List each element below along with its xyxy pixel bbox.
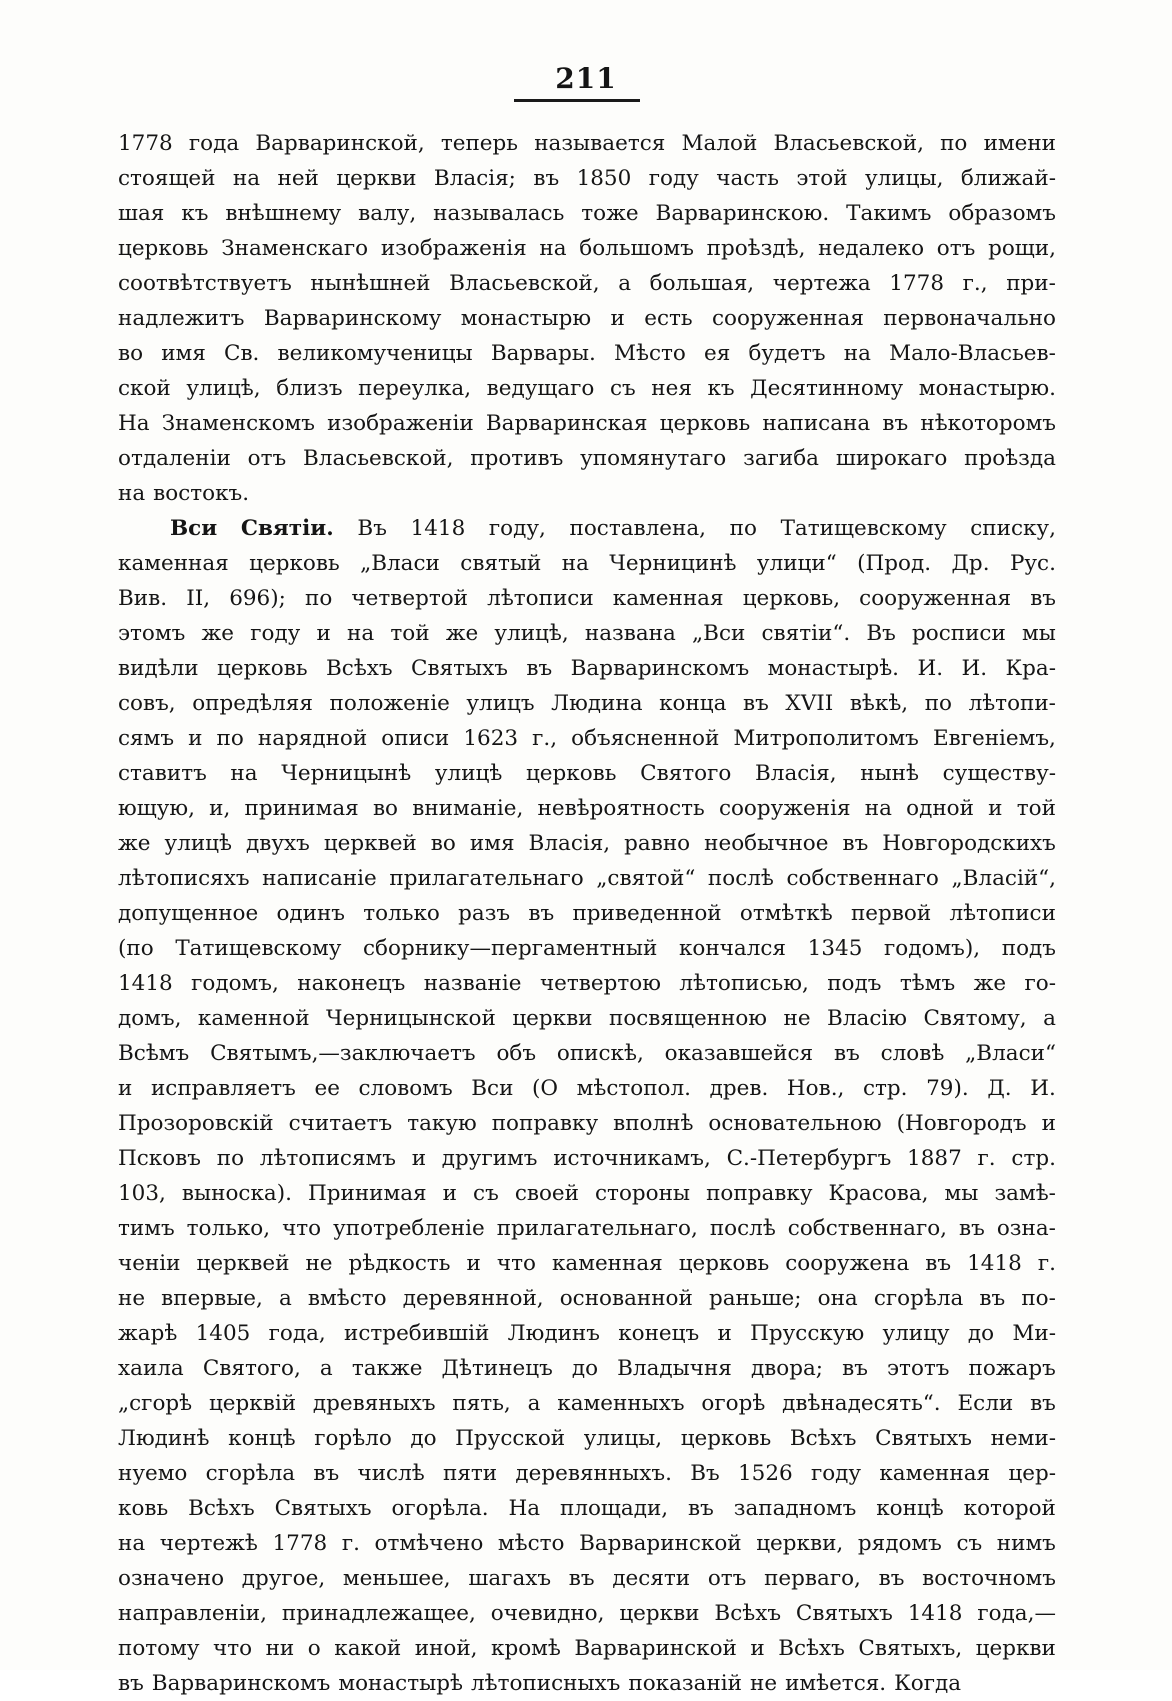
text-line: во имя Св. великомученицы Варвары. Мѣсто ея будетъ на Мало-Власьев-: [118, 341, 1056, 366]
text-line: въ Варваринскомъ монастырѣ лѣтописныхъ показаній не имѣется. Когда: [118, 1671, 962, 1696]
text-line: нуемо сгорѣла въ числѣ пяти деревянныхъ. Въ 1526 году каменная цер-: [118, 1461, 1056, 1486]
text-line: потому что ни о какой иной, кромѣ Варваринской и Всѣхъ Святыхъ, церкви: [118, 1636, 1056, 1661]
text-line: и исправляетъ ее словомъ Вси (О мѣстопол. древ. Нов., стр. 79). Д. И.: [118, 1076, 1056, 1101]
text-line: домъ, каменной Черницынской церкви посвященною не Власію Святому, а: [118, 1006, 1056, 1031]
text-line: ставитъ на Черницынѣ улицѣ церковь Святого Власія, нынѣ существу-: [118, 761, 1056, 786]
text-line: церковь Знаменскаго изображенія на большомъ проѣздѣ, недалеко отъ рощи,: [118, 236, 1056, 261]
text-line: на чертежѣ 1778 г. отмѣчено мѣсто Варваринской церкви, рядомъ съ нимъ: [118, 1531, 1056, 1556]
text-line: отдаленіи отъ Власьевской, противъ упомянутаго загиба широкаго проѣзда: [118, 446, 1056, 471]
text-line: Псковъ по лѣтописямъ и другимъ источникамъ, С.-Петербургъ 1887 г. стр.: [118, 1146, 1056, 1171]
text-line: Прозоровскій считаетъ такую поправку вполнѣ основательною (Новгородъ и: [118, 1111, 1056, 1136]
text-line: Людинѣ концѣ горѣло до Прусской улицы, церковь Всѣхъ Святыхъ неми-: [118, 1426, 1056, 1451]
text-line: не впервые, а вмѣсто деревянной, основанной раньше; она сгорѣла въ по-: [118, 1286, 1056, 1311]
text-line: Вив. II, 696); по четвертой лѣтописи каменная церковь, сооруженная въ: [118, 586, 1056, 611]
text-line: „сгорѣ церквій древяныхъ пять, а каменныхъ огорѣ двѣнадесять“. Если въ: [118, 1391, 1056, 1416]
text-line: (по Татищевскому сборнику—пергаментный кончался 1345 годомъ), подъ: [118, 936, 1056, 961]
text-line: хаила Святого, а также Дѣтинецъ до Владычня двора; въ этотъ пожаръ: [118, 1356, 1056, 1381]
text-line: соотвѣтствуетъ нынѣшней Власьевской, а большая, чертежа 1778 г., при-: [118, 271, 1056, 296]
page-number-rule: [514, 99, 640, 102]
text-line: жарѣ 1405 года, истребившій Людинъ конецъ и Прусскую улицу до Ми-: [118, 1321, 1056, 1346]
text-line: надлежитъ Варваринскому монастырю и есть сооруженная первоначально: [118, 306, 1056, 331]
text-line: 1418 годомъ, наконецъ названіе четвертою лѣтописью, подъ тѣмъ же го-: [118, 971, 1056, 996]
text-line: каменная церковь „Власи святый на Черницинѣ улици“ (Прод. Др. Рус.: [118, 551, 1056, 576]
text-line: 103, выноска). Принимая и съ своей стороны поправку Красова, мы замѣ-: [118, 1181, 1056, 1206]
text-line: означено другое, меньшее, шагахъ въ десяти отъ перваго, въ восточномъ: [118, 1566, 1056, 1591]
text-line: стоящей на ней церкви Власія; въ 1850 году часть этой улицы, ближай-: [118, 166, 1056, 191]
text-line: лѣтописяхъ написаніе прилагательнаго „святой“ послѣ собственнаго „Власій“,: [118, 866, 1056, 891]
text-line: этомъ же году и на той же улицѣ, названа „Вси святіи“. Въ росписи мы: [118, 621, 1056, 646]
text-line: ющую, и, принимая во вниманіе, невѣроятность сооруженія на одной и той: [118, 796, 1056, 821]
page-number: 211: [555, 62, 617, 95]
text-line: На Знаменскомъ изображеніи Варваринская церковь написана въ нѣкоторомъ: [118, 411, 1056, 436]
text-line: же улицѣ двухъ церквей во имя Власія, равно необычное въ Новгородскихъ: [118, 831, 1056, 856]
text-line: ской улицѣ, близъ переулка, ведущаго съ нея къ Десятинному монастырю.: [118, 376, 1056, 401]
text-line: 1778 года Варваринской, теперь называется Малой Власьевской, по имени: [118, 131, 1056, 156]
text-line: тимъ только, что употребленіе прилагательнаго, послѣ собственнаго, въ озна-: [118, 1216, 1056, 1241]
text-line: ченіи церквей не рѣдкость и что каменная церковь сооружена въ 1418 г.: [118, 1251, 1056, 1276]
text-line: Всѣмъ Святымъ,—заключаетъ объ опискѣ, оказавшейся въ словѣ „Власи“: [118, 1041, 1056, 1066]
text-line: видѣли церковь Всѣхъ Святыхъ въ Варваринскомъ монастырѣ. И. И. Кра-: [118, 656, 1056, 681]
text-line: шая къ внѣшнему валу, называлась тоже Варваринскою. Такимъ образомъ: [118, 201, 1056, 226]
text-line: сямъ и по нарядной описи 1623 г., объясненной Митрополитомъ Евгеніемъ,: [118, 726, 1056, 751]
text-line: Вси Святіи. Въ 1418 году, поставлена, по Татищевскому списку,: [170, 516, 1056, 541]
text-line: допущенное одинъ только разъ въ приведенной отмѣткѣ первой лѣтописи: [118, 901, 1056, 926]
text-line: на востокъ.: [118, 481, 250, 506]
text-line: совъ, опредѣляя положеніе улицъ Людина конца въ XVII вѣкѣ, по лѣтопи-: [118, 691, 1056, 716]
body-text: [118, 126, 1056, 1701]
text-line: ковь Всѣхъ Святыхъ огорѣла. На площади, въ западномъ концѣ которой: [118, 1496, 1056, 1521]
text-line: направленіи, принадлежащее, очевидно, церкви Всѣхъ Святыхъ 1418 года,—: [118, 1601, 1056, 1626]
